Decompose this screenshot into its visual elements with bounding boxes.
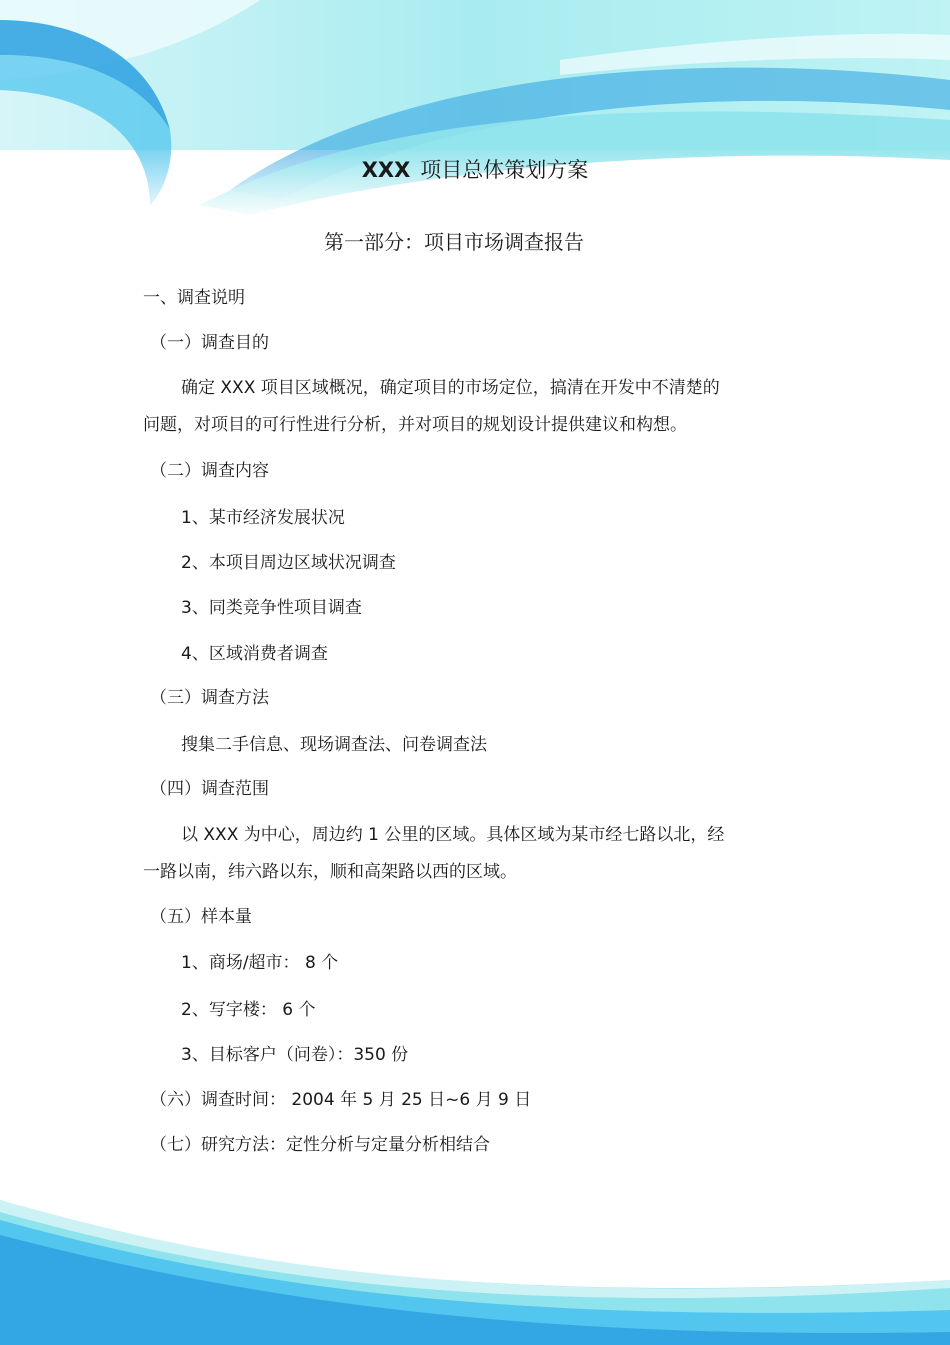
title-text: 项目总体策划方案 [420, 158, 589, 182]
document-title [0, 156, 950, 184]
paragraph-line: 一路以南，纬六路以东，顺和高架路以西的区域。 [143, 862, 517, 882]
paragraph-line: 确定 XXX 项目区域概况，确定项目的市场定位，搞清在开发中不清楚的 [181, 378, 720, 398]
subheading-survey-purpose: （一）调查目的 [150, 333, 269, 353]
list-item: 2、写字楼： 6 个 [181, 1000, 316, 1020]
subheading-sample-size: （五）样本量 [150, 907, 252, 927]
title-prefix: XXX [361, 158, 411, 182]
list-item: 2、本项目周边区域状况调查 [181, 553, 396, 573]
list-item: 3、目标客户（问卷）：350 份 [181, 1045, 409, 1065]
paragraph-line: 以 XXX 为中心，周边约 1 公里的区域。具体区域为某市经七路以北，经 [181, 825, 725, 845]
list-item: 4、区域消费者调查 [181, 644, 328, 664]
subheading-survey-scope: （四）调查范围 [150, 779, 269, 799]
heading-survey-description: 一、调查说明 [143, 288, 245, 308]
paragraph-line: 搜集二手信息、现场调查法、问卷调查法 [181, 735, 487, 755]
section-subtitle: 第一部分：项目市场调查报告 [324, 230, 584, 254]
top-wave-decoration [0, 0, 950, 220]
list-item: 3、同类竞争性项目调查 [181, 598, 362, 618]
subheading-survey-content: （二）调查内容 [150, 461, 269, 481]
subheading-research-method: （七）研究方法：定性分析与定量分析相结合 [150, 1135, 490, 1155]
bottom-wave-decoration [0, 1160, 950, 1345]
list-item: 1、某市经济发展状况 [181, 508, 345, 528]
subheading-survey-method: （三）调查方法 [150, 688, 269, 708]
list-item: 1、商场/超市： 8 个 [181, 953, 339, 973]
subheading-survey-time: （六）调查时间： 2004 年 5 月 25 日~6 月 9 日 [150, 1090, 532, 1110]
paragraph-line: 问题，对项目的可行性进行分析，并对项目的规划设计提供建议和构想。 [143, 415, 687, 435]
